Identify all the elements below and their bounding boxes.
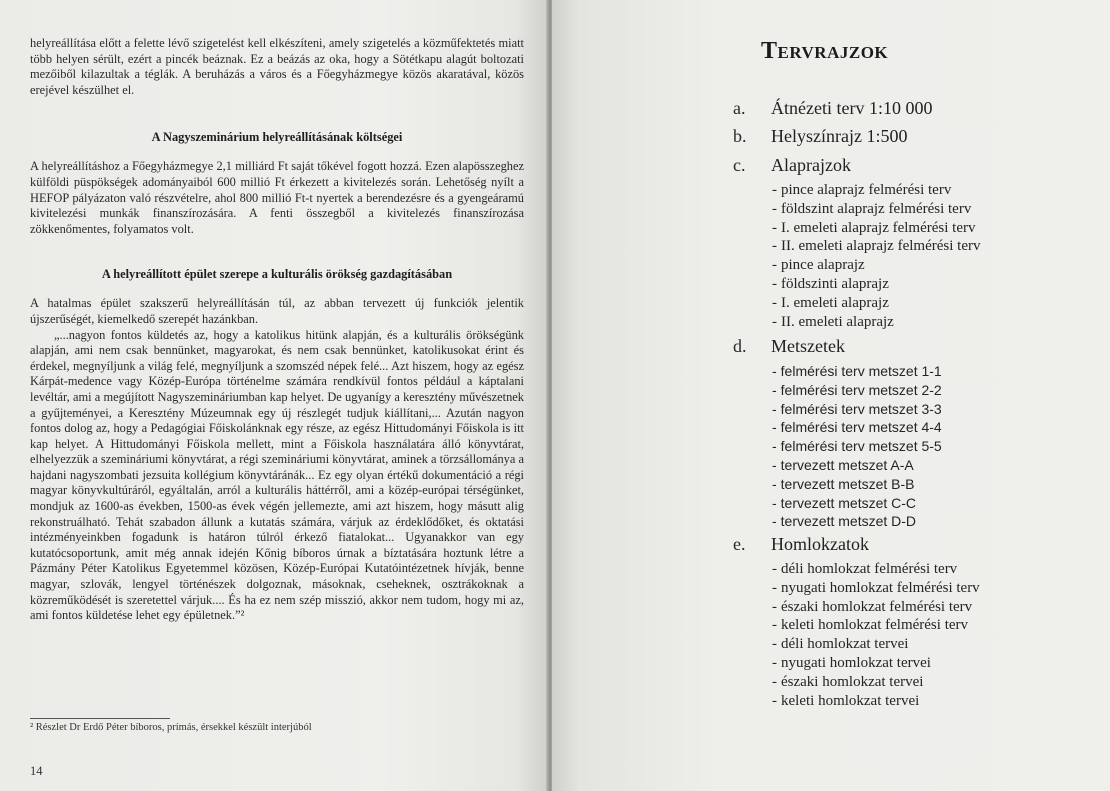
section-label: Homlokzatok: [771, 534, 869, 554]
section-letter: a.: [733, 98, 746, 118]
section-letter: b.: [733, 126, 747, 146]
list-item: - tervezett metszet D-D: [772, 513, 917, 530]
section-d: [733, 336, 1093, 531]
list-item: - északi homlokzat tervei: [772, 673, 924, 690]
list-item: - felmérési terv metszet 1-1: [772, 363, 942, 379]
list-item: - II. emeleti alaprajz felmérési terv: [772, 238, 981, 255]
list-item: - nyugati homlokzat felmérési terv: [772, 579, 980, 596]
page-title: Tervrajzok: [761, 38, 889, 64]
footnote-rule: [30, 718, 170, 719]
paragraph-quote: „...nagyon fontos küldetés az, hogy a katolikus hitünk alapján, és a kulturális örökségünk alapján, ami nem csak bennünket, magyarokat, és nem csak bennünket, katolikusokat érint és érdekel, megnyíljunk a világ felé, megnyíljunk a szomszéd népek felé... Azt hiszem, hogy az egész Kárpát-medence vagy Közép-Európa történelme számára rendkívül fontos például a káptalani levéltár, ami a megújított Nagyszemináriumban kap helyet. De ugyanígy a keresztény művészetnek a gyűjteményei, a Keresztény Múzeumnak egy új részlegét tudjuk kiállítani,... Azután nagyon fontos dolog az, hogy a Pedagógiai Főiskolánknak egy része, az egész Hittudományi Főiskola is itt kap helyet. A Hittudományi Főiskola mellett, mint a Főiskola használatára álló könyvtárat, elhelyezzük a szemináriumi könyvtárat, a régi szemináriumi könyvtárat, aminek a törzsállománya a hajdani nagyszombati jezsuita kollégium könyvtáránák... Ez egy olyan értékű dokumentáció a régi magyar könyvkultúráról, egyáltalán, arról a kulturális háttérről, ami a közép-európai térségünket, mondjuk az 1600-as években, 1500-as évek végén jellemezte, ami azt hiszem, hogy másutt alig rekonstruálható. Tehát szabadon állunk a kutatás számára, várjuk az érdeklődőket, és oktatási intézményeinkben fogadunk is határon túlról érkező fiatalokat... Ugyanakkor van egy kutatócsoportunk, amit még annak idején Kőnig bíboros úrnak a bíztatására hoztunk létre a Pázmány Péter Katolikus Egyetemmel közösen, Közép-Európai Kutatóintézetnek hívják, benne magyar, szlovák, lengyel történészek dolgoznak, másoknak, cseheknek, osztrákoknak a közreműködését is szeretettel várjuk.... És ha ez nem szép misszió, akkor nem tudom, hogy mi az, ami fontos küldetése lehet egy épületnek.”²: [30, 327, 524, 623]
list-item: - tervezett metszet C-C: [772, 494, 917, 511]
list-item: - déli homlokzat felmérési terv: [772, 561, 958, 577]
section-b: [733, 126, 1093, 152]
section-e: [733, 534, 1093, 710]
list-item: - tervezett metszet B-B: [772, 475, 915, 492]
list-item: - felmérési terv metszet 4-4: [772, 419, 942, 436]
list-item: - pince alaprajz: [772, 257, 865, 274]
heading-role: A helyreállított épület szerepe a kulturális örökség gazdagításában: [101, 267, 453, 282]
list-item: - tervezett metszet A-A: [772, 456, 914, 473]
section-letter: c.: [733, 155, 746, 175]
paragraph-costs: A helyreállításhoz a Főegyházmegye 2,1 milliárd Ft saját tőkével fogott hozzá. Ezen alapösszeghez külföldi püspökségek adományaiból 600 millió Ft érkezett a kivitelezés során. Lehetőség nyílt a HEFOP pályázaton való részvételre, ahol 800 millió Ft-t nyertek a berendezésre és a gyengeáramú kivitelezési munkák finanszírozására. A fenti összegből a kivitelezés finanszírozása zökkenőmentes, folyamatos volt.: [30, 159, 524, 236]
section-letter: e.: [733, 534, 746, 554]
list-item: - nyugati homlokzat tervei: [772, 654, 931, 671]
right-page: [552, 0, 1110, 791]
list-item: - déli homlokzat tervei: [772, 636, 909, 653]
heading-costs: A Nagyszeminárium helyreállításának költségei: [151, 130, 403, 145]
paragraph-intro: helyreállítása előtt a felette lévő szigetelést kell elkészíteni, amely szigetelés a közműfektetés miatt több helyen sérült, ezért a pincék beáznak. Ez a beázás az oka, hogy a Sötétkapu alagút boltozati mezőiből kilazultak a téglák. A beruházás a város és a Főegyházmegye közös akaratával, közös erejével készülhet el.: [30, 36, 524, 97]
section-label: Metszetek: [771, 336, 845, 356]
section-label: Átnézeti terv 1:10 000: [771, 98, 933, 118]
section-label: Alaprajzok: [771, 155, 851, 175]
subitem-list: [733, 560, 1093, 710]
section-a: [733, 98, 1093, 124]
section-label: Helyszínrajz 1:500: [771, 126, 908, 146]
list-item: - felmérési terv metszet 3-3: [772, 400, 942, 417]
list-item: - pince alaprajz felmérési terv: [772, 182, 952, 198]
list-item: - keleti homlokzat felmérési terv: [772, 617, 969, 634]
section-letter: d.: [733, 336, 747, 356]
list-item: - földszint alaprajz felmérési terv: [772, 200, 972, 217]
list-item: - II. emeleti alaprajz: [772, 313, 894, 330]
list-item: - földszinti alaprajz: [772, 275, 889, 292]
list-item: - felmérési terv metszet 2-2: [772, 381, 942, 398]
list-item: - keleti homlokzat tervei: [772, 692, 920, 709]
list-item: - I. emeleti alaprajz felmérési terv: [772, 219, 976, 236]
footnote: ² Részlet Dr Erdő Péter bíboros, prímás, érsekkel készült interjúból: [30, 722, 312, 733]
subitem-list: [733, 362, 1093, 531]
list-item: - északi homlokzat felmérési terv: [772, 598, 973, 615]
list-item: - felmérési terv metszet 5-5: [772, 438, 942, 455]
subitem-list: [733, 181, 1093, 331]
page-number: 14: [30, 764, 43, 778]
left-page: [0, 0, 548, 791]
paragraph-role: A hatalmas épület szakszerű helyreállításán túl, az abban tervezett új funkciók jelentik újszerűségét, kiemelkedő szerepét hazánkban.: [30, 296, 524, 326]
list-item: - I. emeleti alaprajz: [772, 294, 889, 311]
section-c: [733, 155, 1093, 331]
